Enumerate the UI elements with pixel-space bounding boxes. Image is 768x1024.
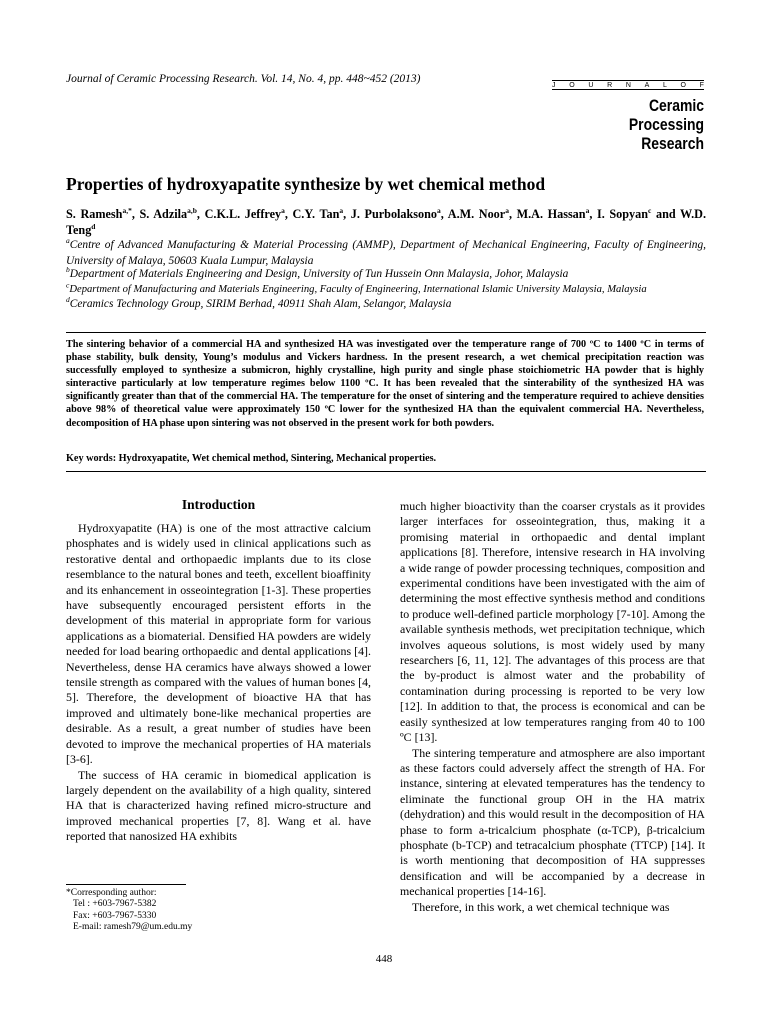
author: I. Sopyan xyxy=(596,207,649,221)
right-column xyxy=(400,499,705,915)
footnote-divider xyxy=(66,884,186,885)
author: W.D. Teng xyxy=(66,207,706,237)
author: S. Adzila xyxy=(139,207,188,221)
paragraph: much higher bioactivity than the coarser crystals as it provides larger interfaces for osseointegration, thus, making it a promising material in orthopaedic and dental implant applications [8]. Therefore, intensive research in HA involving a wide range of powder processing techniques, composition and experimental conditions have been investigated with the aim of determining the most effective synthesis method and conditions to produce well-defined particle morphology [7-10]. Among the available synthesis methods, wet precipitation technique, which involves aqueous solutions, is most widely used by many researchers [6, 11, 12]. The advantages of this process are that the by-product is almost water and the probability of contamination during processing is reported to be very low [12]. In addition to that, the process is economical and can be easily synthesized at low temperatures ranging from 40 to 100 ºC [13]. xyxy=(400,499,705,745)
affiliation: $^d$Ceramics Technology Group, SIRIM Berhad, 40911 Shah Alam, Selangor, Malaysia xyxy=(66,295,452,310)
divider xyxy=(66,332,706,333)
paragraph: The success of HA ceramic in biomedical application is largely dependent on the availability of a high quality, sintered HA that is characterized having refined micro-structure and improved mechanical properties [7, 8]. Wang et al. have reported that nanosized HA exhibits xyxy=(66,767,371,844)
author: S. Ramesh xyxy=(66,207,123,221)
journal-logo xyxy=(552,80,704,153)
logo-ceramic: Ceramic xyxy=(648,96,704,115)
logo-journal-of: J O U R N A L O F xyxy=(552,82,704,89)
affiliation: $^b$Department of Materials Engineering and Design, University of Tun Hussein Onn Malaysia, Johor, Malaysia xyxy=(66,265,569,280)
divider xyxy=(66,471,706,472)
section-heading: Introduction xyxy=(181,497,256,512)
paper-title: Properties of hydroxyapatite synthesize by wet chemical method xyxy=(66,174,546,194)
author: C.Y. Tan xyxy=(292,207,340,221)
left-column xyxy=(66,521,371,845)
affiliation: $^c$Department of Manufacturing and Materials Engineering, Faculty of Engineering, International Islamic University Malaysia, Malaysia xyxy=(66,280,647,295)
page-number: 448 xyxy=(375,953,393,965)
journal-reference: Journal of Ceramic Processing Research. Vol. 14, No. 4, pp. 448~452 (2013) xyxy=(66,73,421,85)
abstract: The sintering behavior of a commercial HA and synthesized HA was investigated over the temperature range of 700 ºC to 1400 ºC in terms of phase stability, bulk density, Young’s modulus and Vickers hardness. In the present research, a wet chemical precipitation reaction was successfully employed to synthesize a submicron, highly crystalline, high purity and single phase stoichiometric HA powder that is highly sinteractive particularly at low temperature regimes below 1100 ºC. It has been revealed that the sinterability of the synthesized HA was significantly greater than that of the commercial HA. The temperature for the onset of sintering and the temperature required to achieve densities above 98% of theoretical value were approximately 150 ºC lower for the synthesized HA than the equivalent commercial HA. Nevertheless, decomposition of HA phase upon sintering was not observed in the present work for both powders. xyxy=(66,339,704,429)
author: A.M. Noor xyxy=(447,207,506,221)
paragraph: Therefore, in this work, a wet chemical technique was xyxy=(412,899,670,914)
paragraph: Hydroxyapatite (HA) is one of the most attractive calcium phosphates and is widely used in clinical applications such as restorative dental and orthopaedic implants due to its close resemblance to the natural bones and teeth, excellent bioaffinity and its enhancement in osseointegration [1-3]. These properties have subsequently encouraged persistent efforts in the development of this material in appropriate form for various applications as a biomaterial. Densified HA powders are widely needed for load bearing orthopaedic and dental applications [4]. Nevertheless, dense HA ceramics have always showed a lower tensile strength as compared with the values of human bones [4, 5]. Therefore, the development of bioactive HA that has improved and ultimately bone-like mechanical properties are desirable. As a result, a great number of studies have been devoted to improve the mechanical properties of HA materials [3-6]. xyxy=(66,521,371,767)
affiliation: $^a$Centre of Advanced Manufacturing & Material Processing (AMMP), Department of Mechanical Engineering, Faculty of Engineering, University of Malaya, 50603 Kuala Lumpur, Malaysia xyxy=(66,236,706,267)
keywords: Key words: Hydroxyapatite, Wet chemical method, Sintering, Mechanical properties. xyxy=(66,453,437,464)
footnote: *Corresponding author: Tel : +603-7967-5382 Fax: +603-7967-5330 E-mail: ramesh79@um.edu.my xyxy=(66,888,193,932)
logo-processing-research: Processing Research xyxy=(628,115,704,153)
logo-rule xyxy=(552,89,704,90)
paragraph: The sintering temperature and atmosphere are also important as these factors could adversely affect the strength of HA. For instance, sintering at elevated temperatures has the tendency to eliminate the functional group OH in the HA matrix (dehydration) and this would result in the decomposition of HA phase to form a-tricalcium phosphate (α-TCP), β-tricalcium phosphate (b-TCP) and tetracalcium phosphate (TTCP) [14]. It is worth mentioning that decomposition of HA suppresses densification and will be accompanied by a decrease in mechanical properties [14-16]. xyxy=(400,745,705,899)
author: J. Purbolaksono xyxy=(350,207,438,221)
author-list: S. Ramesh$^{a,*}$, S. Adzila$^{a,b}$, C.K.L. Jeffrey$^a$, C.Y. Tan$^a$, J. Purbolaksono$^a$, A.M. Noor$^a$, M.A. Hassan$^a$, I. Sopyan$^c$ and W.D. Teng$^d$ xyxy=(66,205,706,237)
author: M.A. Hassan xyxy=(516,207,586,221)
author: C.K.L. Jeffrey xyxy=(204,207,282,221)
